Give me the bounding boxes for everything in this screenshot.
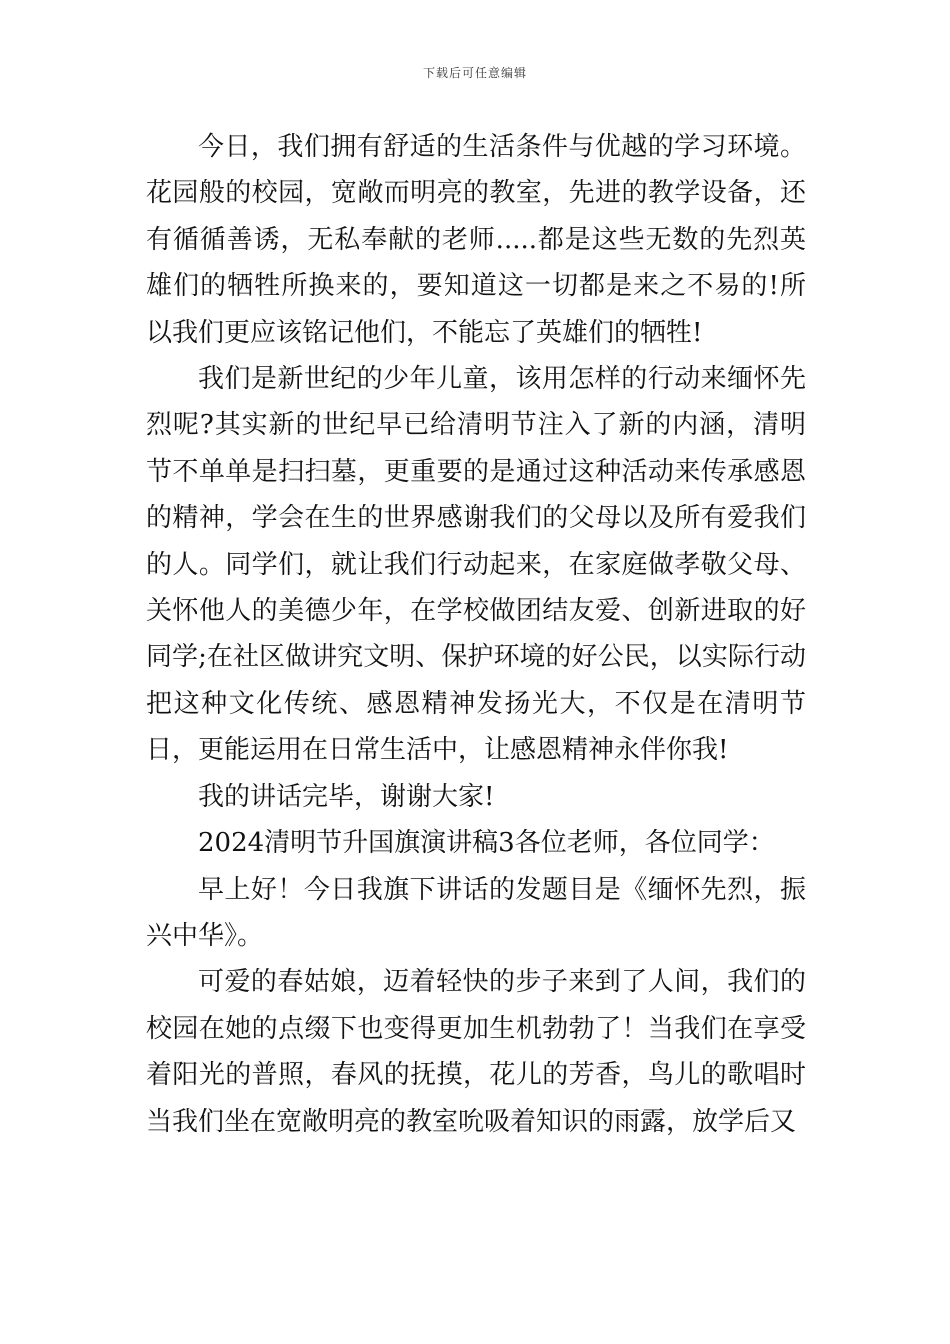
paragraph: 早上好！今日我旗下讲话的发题目是《缅怀先烈，振兴中华》。 [146, 874, 806, 951]
document-body [146, 124, 806, 1145]
paragraph: 2024清明节升国旗演讲稿3各位老师，各位同学： [198, 828, 775, 859]
paragraph: 可爱的春姑娘，迈着轻快的步子来到了人间，我们的校园在她的点缀下也变得更加生机勃勃了！当我们在享受着阳光的普照，春风的抚摸，花儿的芳香，鸟儿的歌唱时当我们坐在宽敞明亮的教室吮吸着知识的雨露，放学后又 [146, 967, 806, 1137]
paragraph: 我的讲话完毕，谢谢大家! [198, 781, 495, 812]
paragraph: 我们是新世纪的少年儿童，该用怎样的行动来缅怀先烈呢?其实新的世纪早已给清明节注入了新的内涵，清明节不单单是扫扫墓，更重要的是通过这种活动来传承感恩的精神，学会在生的世界感谢我们的父母以及所有爱我们的人。同学们，就让我们行动起来，在家庭做孝敬父母、关怀他人的美德少年，在学校做团结友爱、创新进取的好同学;在社区做讲究文明、保护环境的好公民，以实际行动把这种文化传统、感恩精神发扬光大，不仅是在清明节日，更能运用在日常生活中，让感恩精神永伴你我! [146, 364, 806, 766]
header-note: 下载后可任意编辑 [422, 66, 527, 80]
paragraph: 今日，我们拥有舒适的生活条件与优越的学习环境。花园般的校园，宽敞而明亮的教室，先进的教学设备，还有循循善诱，无私奉献的老师.....都是这些无数的先烈英雄们的牺牲所换来的，要知道这一切都是来之不易的!所以我们更应该铭记他们，不能忘了英雄们的牺牲! [146, 132, 806, 348]
